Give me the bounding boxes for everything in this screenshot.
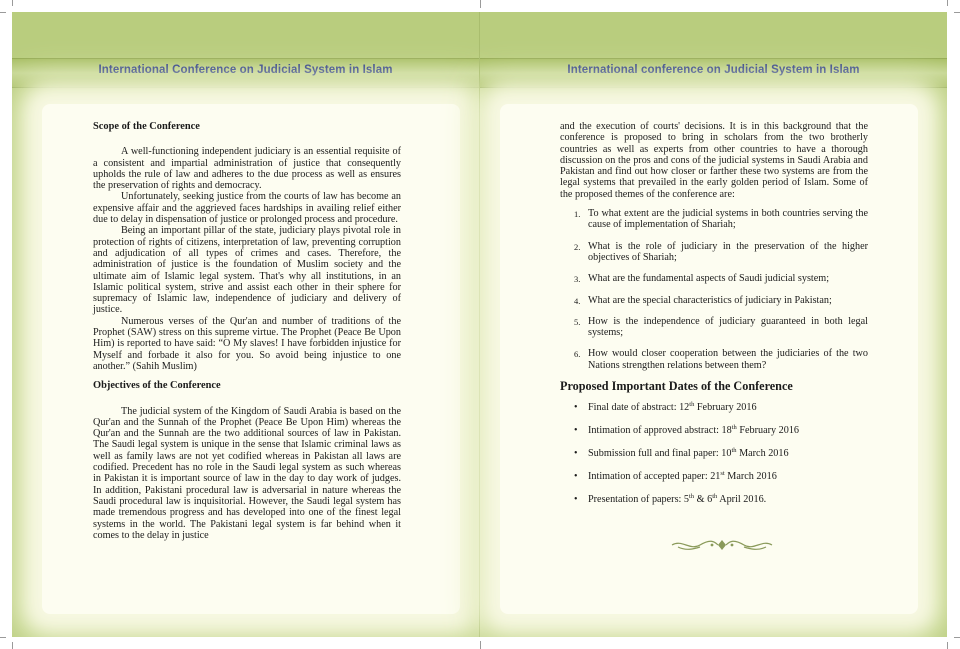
date-item: • Intimation of approved abstract: 18th February 2016	[574, 424, 800, 437]
list-item-text: What are the fundamental aspects of Saudi judicial system;	[588, 273, 830, 285]
scope-paragraph-3: Being an important pillar of the state, judiciary plays pivotal role in protection of rights of citizens, interpretation of law, preventing corruption and adjudication of all types of crimes and cases. Therefore, the administration of justice is the foundation of Muslim society and the ultimate aim of Islamic legal system. That's why all institutions, in an Islamic political system, strive and assist each other in their sphere for supremacy of Islamic law, independence of judiciary and delivery of justice.	[93, 225, 401, 316]
list-number: 5.	[574, 316, 581, 327]
list-number: 2.	[574, 241, 581, 252]
list-number: 1.	[574, 209, 581, 220]
list-item	[560, 348, 868, 371]
themes-list	[560, 208, 868, 371]
objectives-paragraph: The judicial system of the Kingdom of Saudi Arabia is based on the Qur'an and the Sunnah of the Prophet (Peace Be Upon Him) whereas the Qur'an and the Sunnah are the two additional sources of law in Pakistan. The Saudi legal system is unique in the sense that Islamic criminal laws as well as family laws are not yet codified whereas in Pakistan all laws are codified. Precedent has no role in the Saudi legal system as such whereas in Pakistan it is important source of law in the day to day work of judges. In addition, Pakistani procedural law is adversarial in nature whereas the Saudi procedural law is inquisitorial. However, the Saudi legal system has made tremendous progress and has developed into one of the finest legal systems in the world. The Pakistani legal system is far behind when it comes to the delay in justice	[93, 405, 401, 541]
scope-paragraph-4: Numerous verses of the Qur'an and number of traditions of the Prophet (SAW) stress on this supreme virtue. The Prophet (Peace Be Upon Him) is reported to have said: “O My slaves! I have forbidden injustice for Myself and forbade it also for you. So avoid being injustice to one another.” (Sahih Muslim)	[93, 315, 401, 372]
list-item	[560, 295, 868, 306]
date-item: • Presentation of papers: 5th & 6th April 2016.	[574, 492, 767, 505]
ornament-icon	[670, 537, 774, 553]
list-item	[560, 208, 868, 231]
list-number: 4.	[574, 295, 581, 306]
right-page-text	[560, 121, 868, 516]
scope-heading: Scope of the Conference	[93, 121, 200, 132]
bullet-icon: •	[574, 470, 578, 482]
list-item	[560, 316, 868, 339]
list-item-text: What is the role of judiciary in the preservation of the higher objectives of Shariah;	[588, 240, 868, 263]
list-number: 6.	[574, 349, 581, 360]
bullet-icon: •	[574, 402, 578, 414]
right-header-band	[480, 58, 947, 88]
right-header-title: International conference on Judicial System in Islam	[567, 64, 860, 76]
date-item: • Submission full and final paper: 10th March 2016	[574, 446, 789, 459]
list-item	[560, 241, 868, 264]
list-item	[560, 273, 868, 284]
bullet-icon: •	[574, 425, 578, 437]
left-header-title: International Conference on Judicial System in Islam	[98, 64, 393, 76]
dates-list	[560, 402, 868, 504]
list-item-text: To what extent are the judicial systems in both countries serving the cause of implementation of Shariah;	[588, 208, 868, 231]
left-page-text	[93, 121, 401, 541]
dates-heading: Proposed Important Dates of the Conference	[560, 379, 793, 394]
list-number: 3.	[574, 274, 581, 285]
intro-paragraph: and the execution of courts' decisions. It is in this background that the conference is proposed to bring in scholars from the two brotherly countries as well as experts from other countries to have a thorough discussion on the pros and cons of the judicial systems in Saudi Arabia and Pakistan and find out how closer or farther these two systems are from the legal systems that prevailed in the early golden period of Islam. Some of the proposed themes of the conference are:	[560, 121, 868, 200]
date-item: • Final date of abstract: 12th February 2016	[574, 401, 757, 414]
list-item-text: How would closer cooperation between the judiciaries of the two Nations strengthen relations between them?	[588, 348, 868, 371]
list-item-text: What are the special characteristics of judiciary in Pakistan;	[588, 294, 832, 306]
date-item: • Intimation of accepted paper: 21st March 2016	[574, 469, 777, 482]
scope-paragraph-1: A well-functioning independent judiciary is an essential requisite of a consistent and impartial administration of justice that consequently upholds the rule of law and adheres to the due process as well as ensures the preservation of rights and democracy.	[93, 146, 401, 192]
objectives-heading: Objectives of the Conference	[93, 380, 221, 392]
bullet-icon: •	[574, 447, 578, 459]
list-item-text: How is the independence of judiciary guaranteed in both legal systems;	[588, 315, 868, 339]
bullet-icon: •	[574, 493, 578, 505]
left-header-band	[12, 58, 479, 88]
scope-paragraph-2: Unfortunately, seeking justice from the courts of law has become an expensive affair and the aggrieved faces hardships in availing relief either due to delay in dispensation of justice or prolonged process and procedure.	[93, 191, 401, 226]
